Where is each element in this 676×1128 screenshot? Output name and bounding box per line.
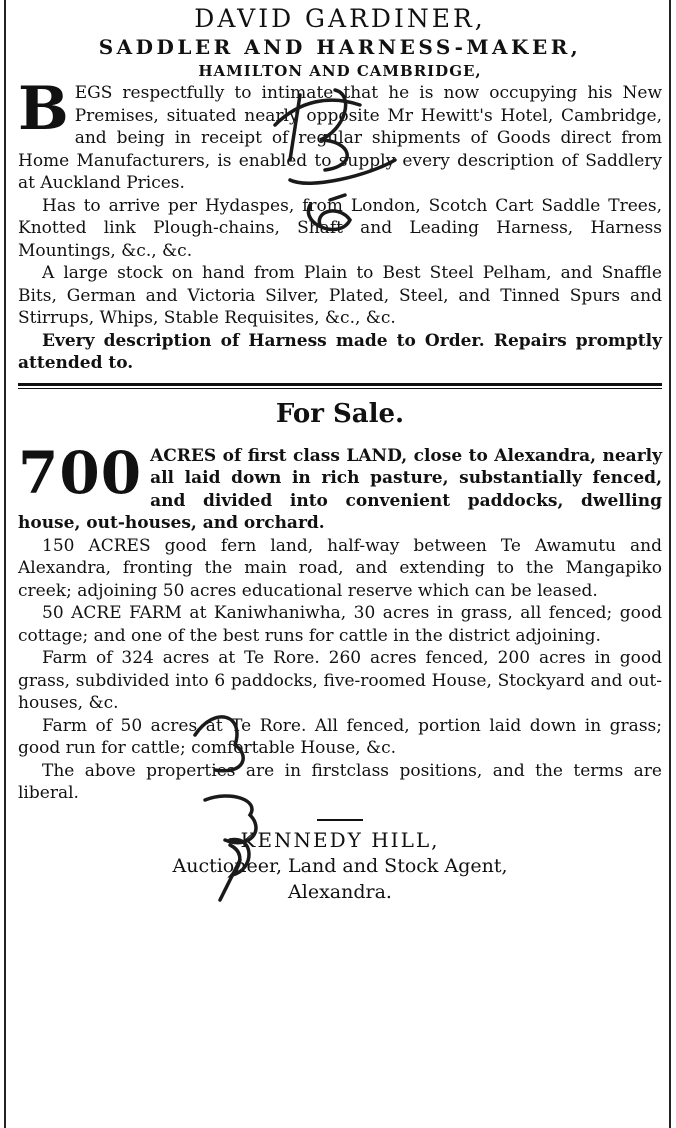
ad-paragraph-stock: A large stock on hand from Plain to Best Steel Pelham, and Snaffle Bits, German and Victoria Silver, Plated, Steel, and Tinned Spurs and Stirrups, Whips, Stable Requisites, &c., &c. xyxy=(18,263,662,328)
agent-name: KENNEDY HILL, xyxy=(240,827,440,852)
page-left-border xyxy=(4,0,6,1128)
sale-paragraph-324-acres: Farm of 324 acres at Te Rore. 260 acres fenced, 200 acres in good grass, subdivided into 6 paddocks, five-roomed House, Stockyard and out-houses, &c. xyxy=(18,648,662,713)
advertiser-trade: SADDLER AND HARNESS-MAKER, xyxy=(98,35,582,59)
agent-location: Alexandra. xyxy=(288,880,392,903)
ad-paragraph-orders: Every description of Harness made to Order. Repairs promptly attended to. xyxy=(18,330,662,373)
section-divider-thick xyxy=(18,383,662,386)
intro-text: EGS respectfully to intimate that he is now occupying his New Premises, situated nearly opposite Mr Hewitt's Hotel, Cambridge, and being in receipt of regular shipments of Goods direct from Home Manufacturers, is enabled to supply every description of Saddlery at Auckland Prices. xyxy=(18,83,662,193)
ad-for-sale xyxy=(18,397,662,905)
sale-paragraph-700-acres xyxy=(18,438,662,535)
sale-700-text: ACRES of first class LAND, close to Alexandra, nearly all laid down in rich pasture, substantially fenced, and divided into convenient paddocks, dwelling house, out-houses, and orchard. xyxy=(18,445,662,533)
newspaper-column xyxy=(18,0,662,905)
drop-cap-700: 700 xyxy=(18,438,143,507)
sale-paragraph-50-acre-farm: 50 ACRE FARM at Kaniwhaniwha, 30 acres in grass, all fenced; good cottage; and one of the best runs for cattle in the district adjoining. xyxy=(18,603,662,646)
drop-cap-b: B xyxy=(18,74,69,144)
agent-title: Auctioneer, Land and Stock Agent, xyxy=(172,854,508,877)
ad-paragraph-arrivals: Has to arrive per Hydaspes, from London, Scotch Cart Saddle Trees, Knotted link Plough-chains, Shaft and Leading Harness, Harness Mountings, &c., &c. xyxy=(18,195,662,261)
page-right-border xyxy=(669,0,671,1128)
advertiser-name: DAVID GARDINER, xyxy=(194,4,486,33)
advertiser-location: HAMILTON AND CAMBRIDGE, xyxy=(198,62,482,80)
sale-paragraph-terms: The above properties are in firstclass positions, and the terms are liberal. xyxy=(18,760,662,803)
signature-rule xyxy=(317,819,363,821)
sale-paragraph-150-acres: 150 ACRES good fern land, half-way between Te Awamutu and Alexandra, fronting the main road, and extending to the Mangapiko creek; adjoining 50 acres educational reserve which can be leased. xyxy=(18,535,662,601)
for-sale-heading: For Sale. xyxy=(275,398,405,429)
sale-paragraph-50-acres-te-rore: Farm of 50 acres at Te Rore. All fenced, portion laid down in grass; good run for cattle; comfortable House, &c. xyxy=(18,715,662,758)
section-divider-thin xyxy=(18,388,662,389)
ad-paragraph-intro xyxy=(18,74,662,195)
ad-gardiner xyxy=(18,4,662,375)
